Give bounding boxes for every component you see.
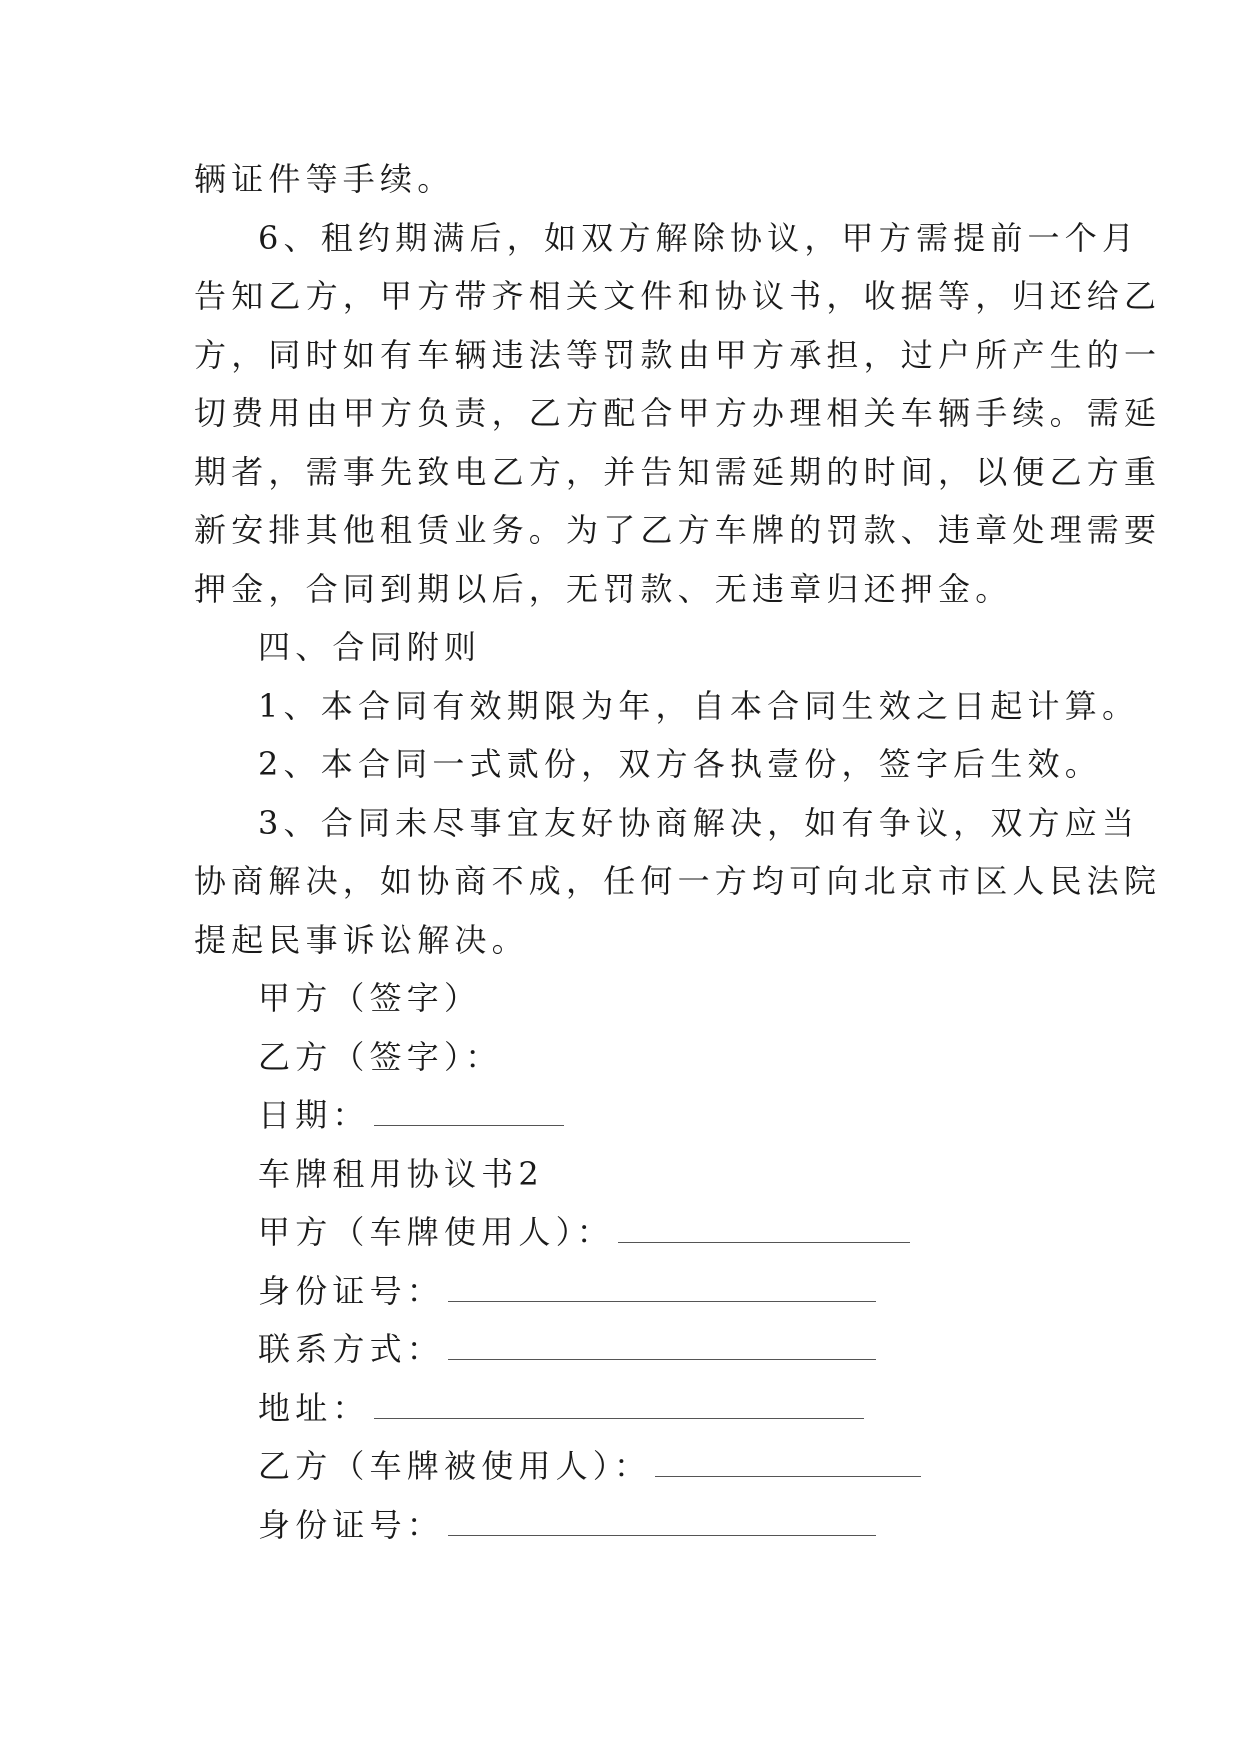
paragraph-line: 2、本合同一式贰份，双方各执壹份，签字后生效。 [258,745,1102,783]
form-field-row [194,1203,1054,1262]
paragraph-line: 提起民事诉讼解决。 [194,920,529,959]
date-label: 日期： [258,1096,370,1134]
field-label: 联系方式： [258,1330,445,1368]
field-blank [448,1287,876,1302]
document-page [194,150,1162,1554]
field-label: 身份证号： [258,1505,445,1544]
date-blank [374,1111,564,1126]
paragraph-line: 告知乙方，甲方带齐相关文件和协议书，收据等，归还给乙 [194,277,1162,315]
paragraph-line: 6、租约期满后，如双方解除协议，甲方需提前一个月 [258,218,1140,257]
form-field-row [194,1496,1054,1555]
field-blank [448,1521,876,1536]
paragraph-line: 新安排其他租赁业务。为了乙方车牌的罚款、违章处理需要 [194,511,1162,549]
field-label: 身份证号： [258,1271,445,1310]
party-b-signature: 乙方（签字）： [258,1037,503,1076]
paragraph-line: 1、本合同有效期限为年，自本合同生效之日起计算。 [258,686,1140,725]
paragraph-line: 期者，需事先致电乙方，并告知需延期的时间，以便乙方重 [194,452,1162,491]
form-field-row [194,1262,1054,1321]
paragraph-line: 押金，合同到期以后，无罚款、无违章归还押金。 [194,569,1013,608]
section-heading: 四、合同附则 [258,628,482,666]
field-blank [618,1228,910,1243]
paragraph-line: 切费用由甲方负责，乙方配合甲方办理相关车辆手续。需延 [194,394,1162,432]
form-field-row [194,1320,1054,1379]
field-blank [374,1404,864,1419]
form-field-row [194,1379,1054,1438]
field-label: 乙方（车牌被使用人）： [258,1447,652,1485]
field-label: 甲方（车牌使用人）： [258,1213,615,1251]
field-blank [655,1462,921,1477]
paragraph-line: 方，同时如有车辆违法等罚款由甲方承担，过户所产生的一 [194,335,1162,374]
party-a-signature: 甲方（签字） [258,979,482,1017]
field-blank [448,1345,876,1360]
date-line [194,1086,1054,1145]
paragraph-line: 3、合同未尽事宜友好协商解决，如有争议，双方应当 [258,803,1140,842]
paragraph-line: 辆证件等手续。 [194,160,455,198]
agreement-title: 车牌租用协议书2 [258,1154,544,1193]
form-field-row [194,1437,1054,1496]
paragraph-line: 协商解决，如协商不成，任何一方均可向北京市区人民法院 [194,862,1162,900]
field-label: 地址： [258,1388,370,1427]
